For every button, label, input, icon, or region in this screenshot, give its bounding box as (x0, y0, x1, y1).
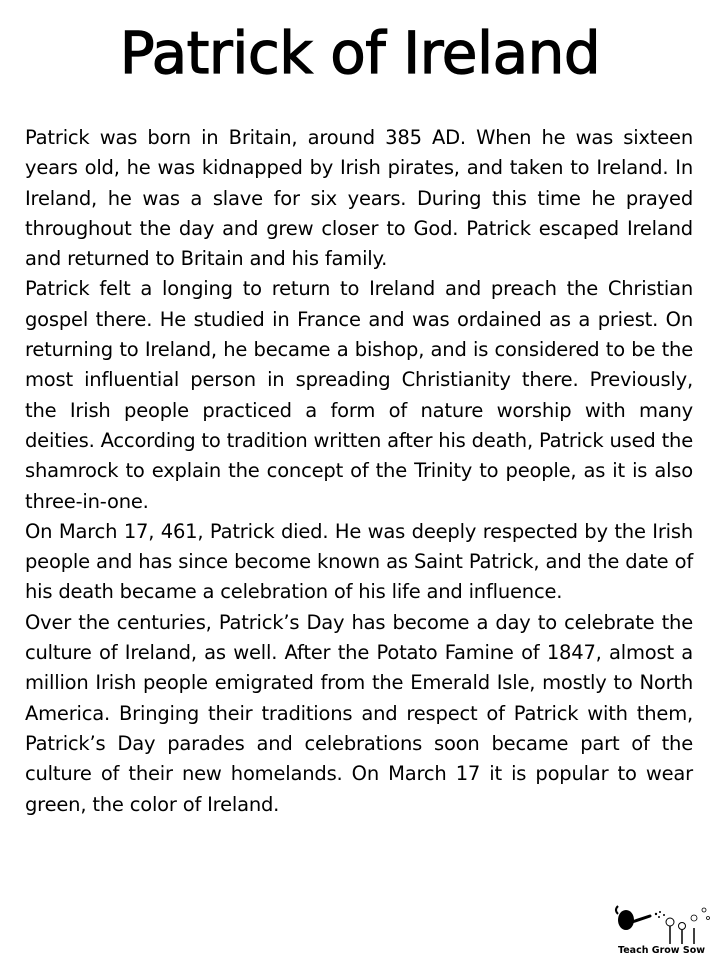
paragraph-1: Patrick was born in Britain, around 385 AD. When he was sixteen years old, he was kidnapped by Irish pirates, and taken to Ireland. In Ireland, he was a slave for six years. During this time he prayed throughout the day and grew closer to God. Patrick escaped Ireland and returned to Britain and his family. (25, 126, 693, 271)
paragraph-3: On March 17, 461, Patrick died. He was deeply respected by the Irish people and has since become known as Saint Patrick, and the date of his death became a celebration of his life and influence. (25, 519, 693, 604)
logo-text: Teach Grow Sow (618, 945, 706, 956)
paragraph-4: Over the centuries, Patrick’s Day has become a day to celebrate the culture of Ireland, as well. After the Potato Famine of 1847, almost a million Irish people emigrated from the Emerald Isle, mostly to North America. Bringing their traditions and respect of Patrick with them, Patrick’s Day parades and celebrations soon became part of the culture of their new homelands. On March 17 it is popular to wear green, the color of Ireland. (25, 610, 693, 816)
article-body (25, 123, 693, 820)
watering-can-icon (612, 900, 712, 946)
page-title: Patrick of Ireland (119, 19, 601, 87)
brand-logo (612, 900, 712, 958)
paragraph-2: Patrick felt a longing to return to Ireland and preach the Christian gospel there. He studied in France and was ordained as a priest. On returning to Ireland, he became a bishop, and is considered to be the most influential person in spreading Christianity there. Previously, the Irish people practiced a form of nature worship with many deities. According to tradition written after his death, Patrick used the shamrock to explain the concept of the Trinity to people, as it is also three-in-one. (25, 277, 693, 513)
